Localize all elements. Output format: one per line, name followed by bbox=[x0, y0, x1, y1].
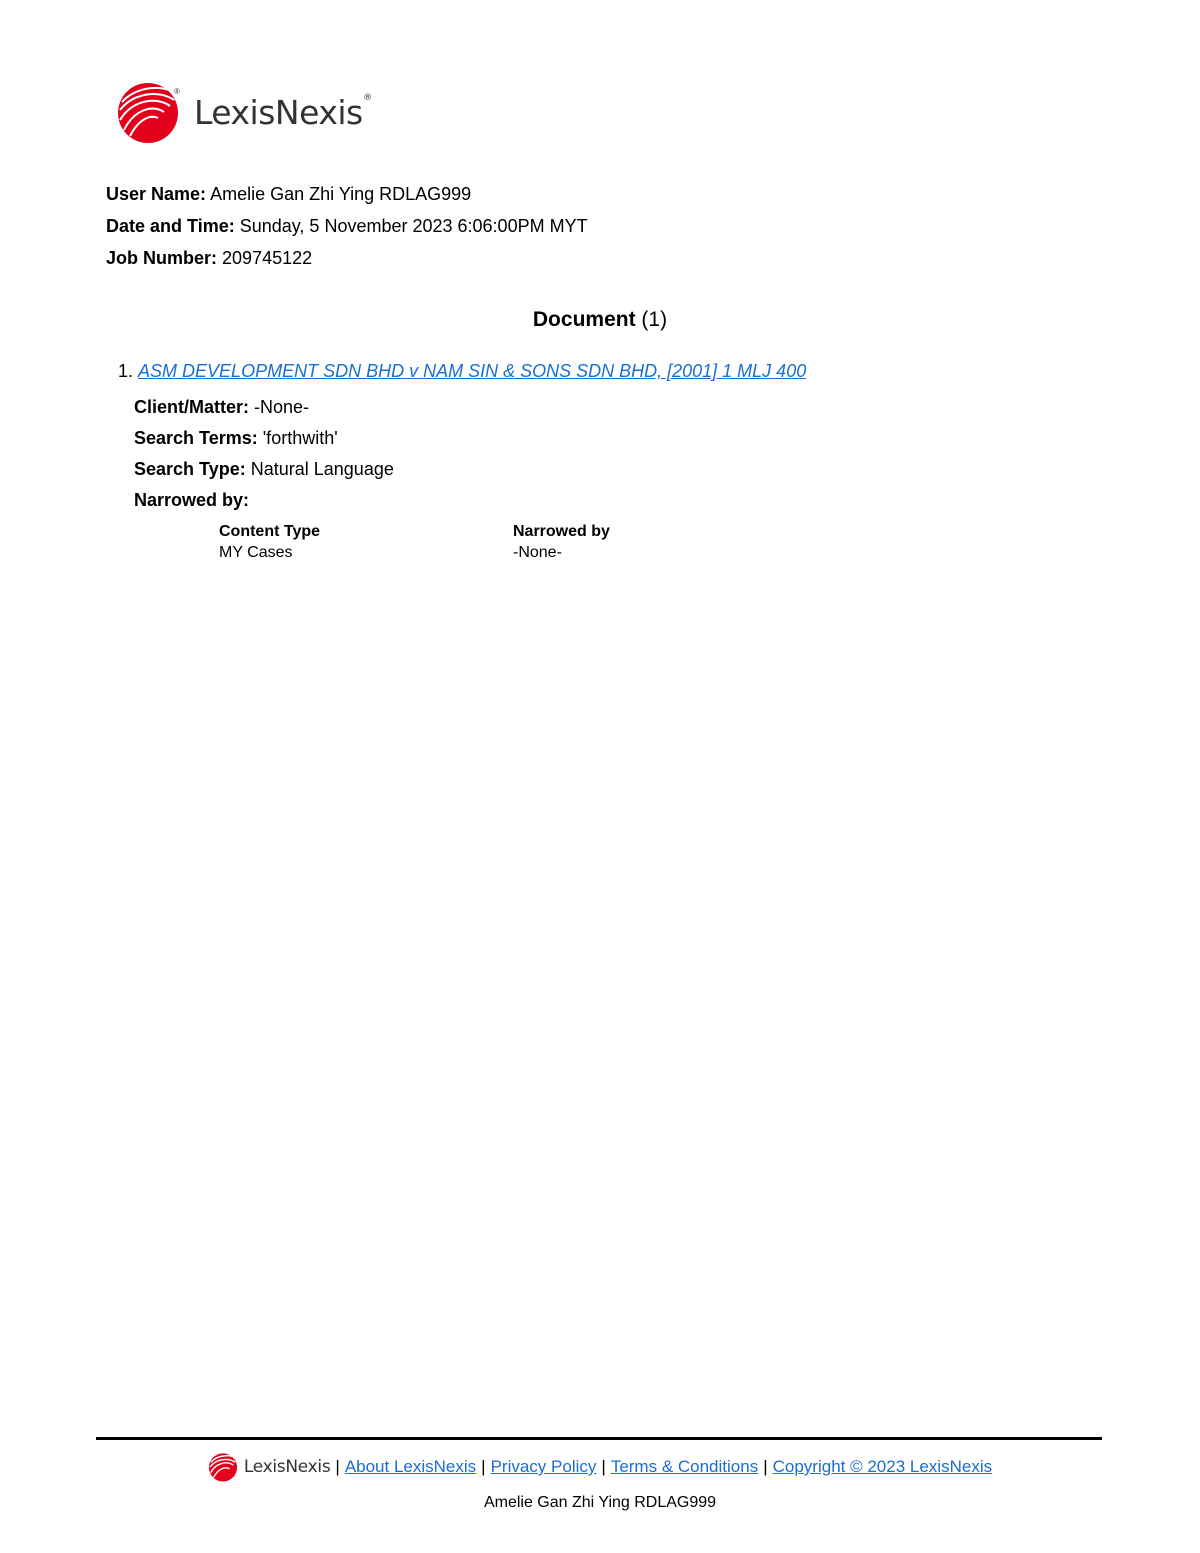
document-heading-count: (1) bbox=[641, 308, 668, 331]
document-title-link[interactable]: ASM DEVELOPMENT SDN BHD v NAM SIN & SONS SDN BHD, [2001] 1 MLJ 400 bbox=[138, 361, 807, 381]
footer-separator: | bbox=[601, 1457, 606, 1476]
date-time-value: Sunday, 5 November 2023 6:06:00PM MYT bbox=[239, 216, 588, 236]
copyright-link[interactable]: Copyright © 2023 LexisNexis bbox=[772, 1457, 993, 1476]
privacy-policy-link[interactable]: Privacy Policy bbox=[490, 1457, 597, 1476]
lexisnexis-logo-icon bbox=[116, 80, 180, 144]
footer-links bbox=[0, 1452, 1200, 1482]
footer-divider bbox=[96, 1437, 1102, 1440]
search-terms-row bbox=[134, 423, 394, 454]
footer-separator: | bbox=[481, 1457, 486, 1476]
narrowed-by-header: Narrowed by bbox=[513, 523, 610, 540]
footer-user-name: Amelie Gan Zhi Ying RDLAG999 bbox=[483, 1494, 717, 1511]
lexisnexis-logo bbox=[116, 80, 372, 144]
client-matter-row bbox=[134, 392, 394, 423]
job-meta bbox=[106, 178, 588, 274]
narrowed-by-label: Narrowed by: bbox=[134, 490, 250, 510]
about-lexisnexis-link[interactable]: About LexisNexis bbox=[344, 1457, 477, 1476]
date-time-label: Date and Time: bbox=[106, 216, 235, 236]
user-name-label: User Name: bbox=[106, 184, 207, 204]
document-heading-label: Document bbox=[532, 308, 636, 331]
job-number-row bbox=[106, 242, 588, 274]
search-type-label: Search Type: bbox=[134, 459, 246, 479]
search-type-value: Natural Language bbox=[250, 459, 394, 479]
document-number: 1. bbox=[118, 361, 134, 381]
document-list-item bbox=[118, 361, 806, 382]
search-type-row bbox=[134, 454, 394, 485]
narrowed-by-value: -None- bbox=[513, 544, 562, 561]
content-type-column bbox=[219, 521, 320, 563]
footer-separator: | bbox=[335, 1457, 340, 1476]
logo-mark-registered: ® bbox=[174, 87, 180, 96]
client-matter-value: -None- bbox=[254, 397, 310, 417]
document-heading bbox=[0, 308, 1200, 332]
narrowed-by-column bbox=[513, 521, 610, 563]
search-terms-value: 'forthwith' bbox=[262, 428, 338, 448]
logo-registered-mark: ® bbox=[363, 92, 372, 103]
lexisnexis-footer-logo-icon bbox=[208, 1452, 238, 1482]
content-type-value: MY Cases bbox=[219, 544, 293, 561]
content-type-header: Content Type bbox=[219, 523, 321, 540]
user-name-value: Amelie Gan Zhi Ying RDLAG999 bbox=[210, 184, 472, 204]
footer-brand-text: LexisNexis bbox=[243, 1457, 331, 1477]
job-number-value: 209745122 bbox=[222, 248, 313, 268]
user-name-row bbox=[106, 178, 588, 210]
client-matter-label: Client/Matter: bbox=[134, 397, 250, 417]
terms-conditions-link[interactable]: Terms & Conditions bbox=[610, 1457, 759, 1476]
date-time-row bbox=[106, 210, 588, 242]
logo-wordmark-text: LexisNexis bbox=[194, 92, 363, 132]
narrowed-by-row bbox=[134, 485, 394, 516]
search-terms-label: Search Terms: bbox=[134, 428, 258, 448]
document-details bbox=[134, 392, 394, 516]
footer-separator: | bbox=[763, 1457, 768, 1476]
job-number-label: Job Number: bbox=[106, 248, 218, 268]
logo-wordmark bbox=[194, 92, 372, 132]
